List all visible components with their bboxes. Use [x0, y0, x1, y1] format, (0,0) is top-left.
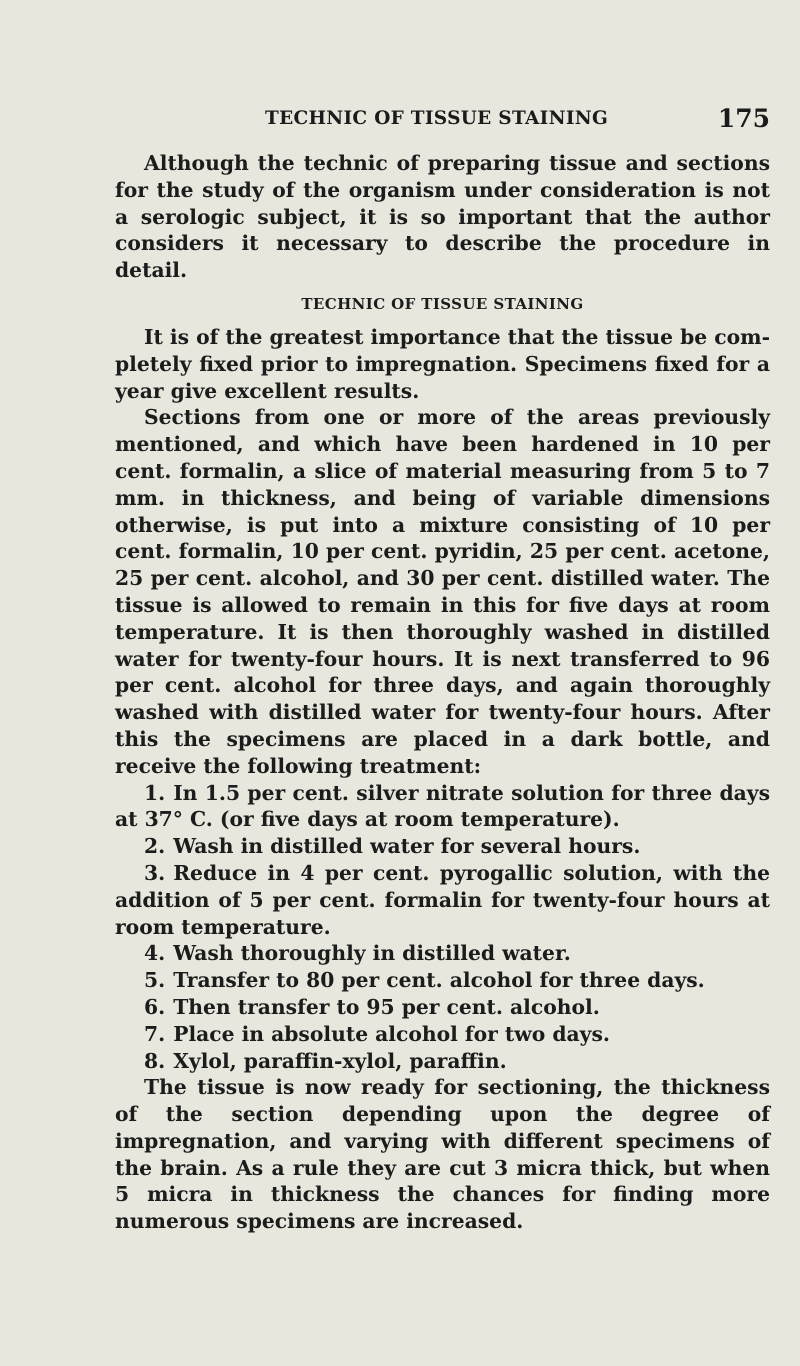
step-text: Wash in distilled water for several hours. [173, 834, 641, 859]
list-item [115, 860, 770, 940]
list-item [115, 940, 770, 967]
page-number: 175 [717, 104, 770, 133]
step-number: 7. [144, 1021, 166, 1046]
page-header [115, 104, 770, 136]
step-text: Transfer to 80 per cent. alcohol for three days. [173, 968, 705, 993]
step-text: In 1.5 per cent. silver nitrate solution for three days at 37° C. (or five days at room temperature). [115, 780, 770, 832]
step-number: 3. [144, 860, 166, 885]
procedure-steps [115, 780, 770, 1075]
step-text: Place in absolute alcohol for two days. [173, 1021, 610, 1046]
body-text [115, 150, 770, 1235]
step-number: 6. [144, 994, 166, 1019]
section-heading: TECHNIC OF TISSUE STAINING [301, 294, 584, 313]
step-number: 1. [144, 780, 166, 805]
step-text: Reduce in 4 per cent. pyrogallic solution, with the addition of 5 per cent. formalin for twenty-four hours at room temperature. [115, 860, 770, 939]
list-item [115, 1048, 770, 1075]
list-item [115, 967, 770, 994]
step-number: 2. [144, 834, 166, 859]
step-text: Then transfer to 95 per cent. alcohol. [173, 994, 600, 1019]
step-number: 8. [144, 1048, 166, 1073]
running-head: TECHNIC OF TISSUE STAINING [265, 108, 609, 129]
list-item [115, 833, 770, 860]
list-item [115, 994, 770, 1021]
list-item [115, 780, 770, 834]
step-text: Wash thoroughly in distilled water. [173, 941, 571, 966]
step-number: 5. [144, 968, 166, 993]
paragraph: It is of the greatest importance that the tissue be completely fixed prior to impregnation. Specimens fixed for a year give excellent results. [115, 324, 770, 403]
step-text: Xylol, paraffin-xylol, paraffin. [173, 1048, 507, 1073]
paragraph: Sections from one or more of the areas previously mentioned, and which have been hardened in 10 per cent. formalin, a slice of material measuring from 5 to 7 mm. in thickness, and being of variable dimensions otherwise, is put into a mixture consisting of 10 per cent. formalin, 10 per cent. pyridin, 25 per cent. acetone, 25 per cent. alcohol, and 30 per cent. distilled water. The tissue is allowed to remain in this for five days at room temperature. It is then thoroughly washed in distilled water for twenty-four hours. It is next transferred to 96 per cent. alcohol for three days, and again thoroughly washed with distilled water for twenty-four hours. After this the specimens are placed in a dark bottle, and receive the following treatment: [115, 405, 770, 778]
list-item [115, 1021, 770, 1048]
step-number: 4. [144, 941, 166, 966]
closing-paragraph: The tissue is now ready for sectioning, the thickness of the section depending upon the degree of impregnation, and varying with different specimens of the brain. As a rule they are cut 3 micra thick, but when 5 micra in thickness the chances for finding more numerous specimens are increased. [115, 1075, 770, 1234]
intro-paragraph: Although the technic of preparing tissue and sections for the study of the organism under consideration is not a serologic subject, it is so important that the author considers it necessary to describe the procedure in detail. [115, 151, 770, 283]
